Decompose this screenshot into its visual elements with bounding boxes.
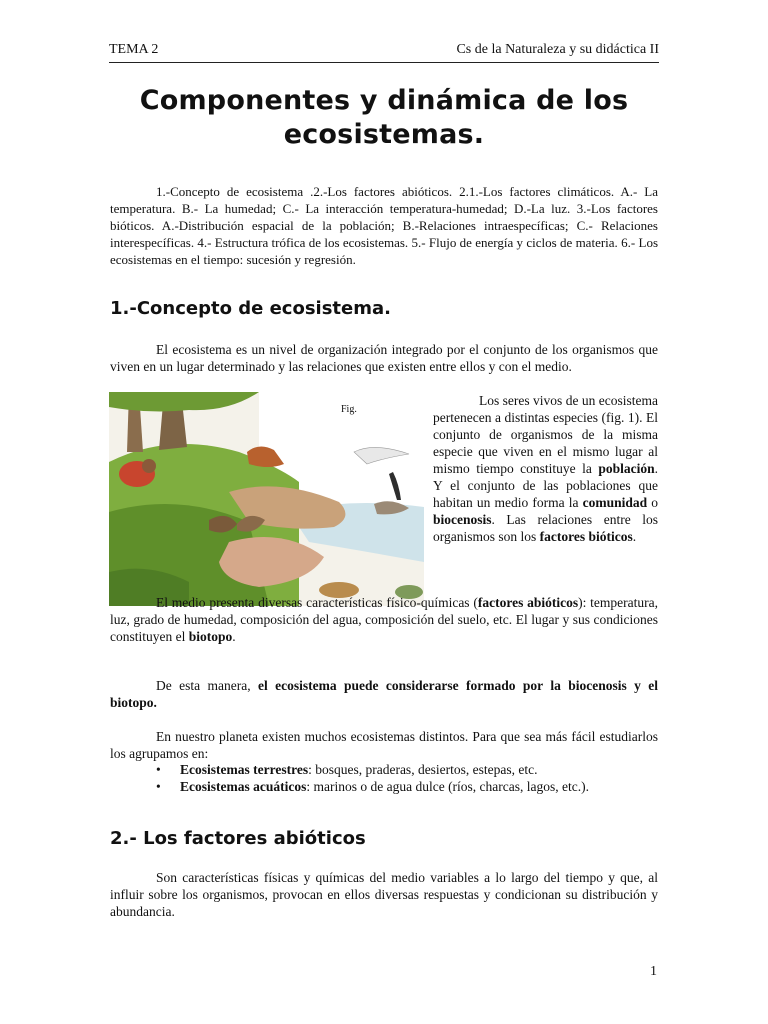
term-factores-abioticos: factores abióticos bbox=[477, 595, 579, 610]
section-2-paragraph-1: Son características físicas y químicas del medio variables a lo largo del tiempo y que, al influir sobre los organismos, provocan en ellos diversas respuestas y condicionan su distribución y abundancia. bbox=[110, 870, 658, 919]
list-item-term: Ecosistemas terrestres bbox=[180, 762, 309, 777]
wrap-text-e: . Las relaciones entre los organismos son los bbox=[433, 512, 658, 544]
p2-text-d: . bbox=[232, 629, 236, 644]
header-left: TEMA 2 bbox=[109, 42, 159, 57]
p3-text-a: De esta manera, bbox=[156, 678, 259, 693]
wrap-text-f: . bbox=[632, 529, 637, 544]
p3-bold-statement: el ecosistema puede considerarse formado por la biocenosis y el biotopo. bbox=[110, 678, 659, 710]
wrap-text-d: o bbox=[647, 495, 658, 510]
section-1-wrapped-paragraph bbox=[433, 392, 658, 545]
list-item-text: : bosques, praderas, desiertos, estepas, etc. bbox=[308, 762, 538, 777]
figure-label: Fig. bbox=[341, 404, 357, 415]
ecosystem-illustration-svg bbox=[109, 392, 424, 606]
title-line-1: Componentes y dinámica de los bbox=[139, 85, 629, 116]
term-biotopo: biotopo bbox=[188, 629, 233, 644]
bullet-icon: • bbox=[156, 779, 161, 794]
header-right: Cs de la Naturaleza y su didáctica II bbox=[456, 42, 659, 57]
list-item-text: : marinos o de agua dulce (ríos, charcas, lagos, etc.). bbox=[306, 779, 590, 794]
section-2-heading: 2.- Los factores abióticos bbox=[110, 828, 366, 849]
wrap-text-c: . Y el conjunto de las poblaciones que habitan un medio forma la bbox=[433, 461, 658, 510]
ecosystem-illustration bbox=[109, 392, 424, 606]
section-1-heading: 1.-Concepto de ecosistema. bbox=[110, 298, 391, 319]
bullet-icon: • bbox=[156, 762, 161, 777]
section-1-paragraph-4: En nuestro planeta existen muchos ecosistemas distintos. Para que sea más fácil estudiarlos los agrupamos en: bbox=[110, 729, 658, 761]
term-biocenosis: biocenosis bbox=[433, 512, 492, 527]
list-item-term: Ecosistemas acuáticos bbox=[180, 779, 307, 794]
page-number: 1 bbox=[650, 964, 657, 979]
section-1-paragraph-1: El ecosistema es un nivel de organización integrado por el conjunto de los organismos que viven en un lugar determinado y las relaciones que existen entre ellos y con el medio. bbox=[110, 342, 658, 374]
term-poblacion: población bbox=[598, 461, 655, 476]
term-factores-bioticos: factores bióticos bbox=[539, 529, 633, 544]
section-1-paragraph-3 bbox=[110, 677, 658, 711]
wrap-text-a: Los seres vivos de un ecosistema pertenecen a distintas especies (fig. 1). El conjunto de organismos de la misma especie que viven en el mismo lugar al mismo tiempo constituye la bbox=[433, 393, 658, 476]
p2-text-a: El medio presenta diversas características físico-químicas ( bbox=[156, 595, 478, 610]
table-of-contents: 1.-Concepto de ecosistema .2.-Los factores abióticos. 2.1.-Los factores climáticos. A.- La temperatura. B.- La humedad; C.- La interacción temperatura-humedad; D.-La luz. 3.-Los factores bióticos. A.-Distribución espacial de la población; B.-Relaciones intraespecíficas; C.- Relaciones interespecíficas. 4.- Estructura trófica de los ecosistemas. 5.- Flujo de energía y ciclos de materia. 6.- Los ecosistemas en el tiempo: sucesión y regresión. bbox=[110, 184, 658, 267]
title-line-2: ecosistemas. bbox=[283, 119, 485, 150]
term-comunidad: comunidad bbox=[582, 495, 648, 510]
p2-text-c: ): temperatura, luz, grado de humedad, composición del agua, composición del suelo, etc. El lugar y sus condiciones constituyen el bbox=[110, 595, 658, 644]
document-title bbox=[60, 84, 708, 152]
section-1-paragraph-2 bbox=[110, 594, 658, 645]
page-header bbox=[109, 40, 659, 63]
